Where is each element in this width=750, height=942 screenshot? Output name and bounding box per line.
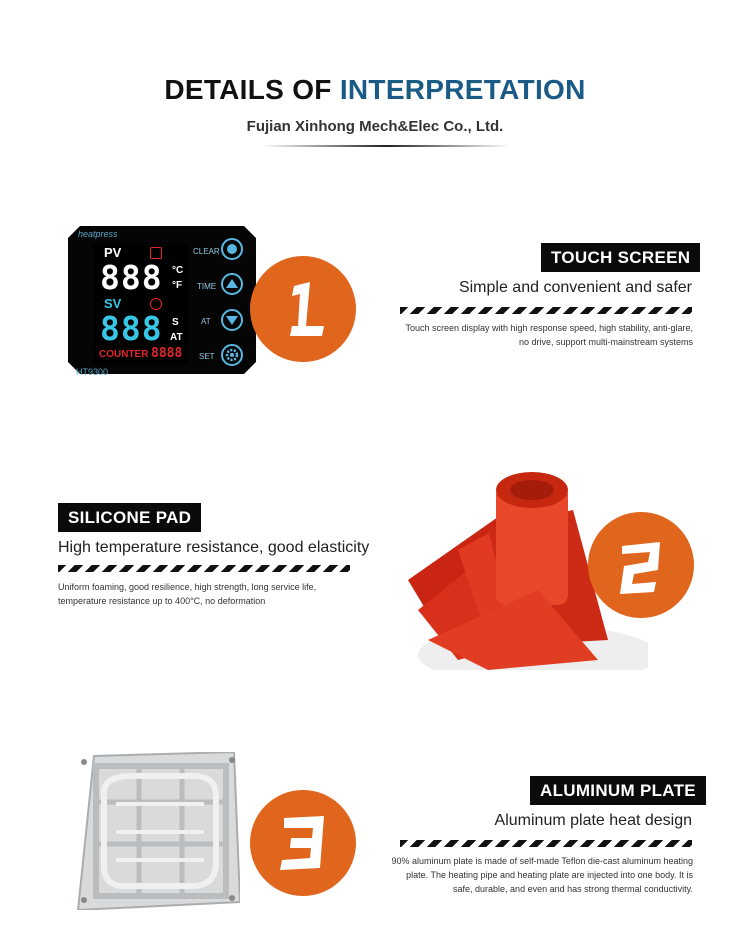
number-badge-1 (250, 256, 356, 362)
desc-line: 90% aluminum plate is made of self-made Teflon die-cast aluminum heating (391, 856, 693, 866)
triangle-up-icon (223, 275, 241, 293)
pv-digits: 888 (100, 258, 163, 297)
down-button (221, 309, 243, 331)
header-divider (262, 145, 510, 147)
stripe-divider-2 (58, 565, 350, 572)
digit-one-icon (250, 256, 356, 362)
time-label: TIME (197, 282, 217, 291)
set-label: SET (199, 352, 215, 361)
sv-digits: 888 (100, 309, 163, 348)
up-button (221, 273, 243, 295)
unit-f: °F (172, 280, 183, 291)
title-part-1: DETAILS OF (164, 74, 332, 105)
digit-two-icon (588, 512, 694, 618)
desc-line: Uniform foaming, good resilience, high strength, long service life, (58, 582, 317, 592)
set-button (221, 344, 243, 366)
stripe-divider-1 (400, 307, 692, 314)
clear-button (221, 238, 243, 260)
aluminum-plate-label: ALUMINUM PLATE (530, 776, 706, 805)
page-title (0, 74, 750, 106)
gear-icon (223, 346, 241, 364)
clear-label: CLEAR (193, 247, 220, 256)
counter-label: COUNTER (99, 349, 149, 360)
silicone-pad-subtitle: High temperature resistance, good elasticity (58, 539, 370, 556)
page-header (0, 74, 750, 135)
company-name: Fujian Xinhong Mech&Elec Co., Ltd. (246, 118, 504, 135)
aluminum-plate-image (74, 752, 240, 910)
number-badge-2 (588, 512, 694, 618)
desc-line: temperature resistance up to 400°C, no deformation (58, 596, 266, 606)
triangle-down-icon (223, 311, 241, 329)
panel-model: HT9300 (76, 367, 109, 377)
desc-line: safe, durable, and even and has strong thermal conductivity. (453, 884, 693, 894)
touch-screen-description (406, 321, 694, 349)
panel-brand: heatpress (78, 229, 118, 239)
aluminum-plate-description (392, 854, 694, 896)
aluminum-plate-subtitle: Aluminum plate heat design (494, 812, 692, 829)
silicone-pad-description (58, 580, 316, 608)
unit-s: S (172, 317, 179, 328)
number-badge-3 (250, 790, 356, 896)
desc-line: no drive, support multi-mainstream systems (518, 337, 693, 347)
touch-screen-subtitle: Simple and convenient and safer (458, 279, 692, 296)
title-part-2: INTERPRETATION (339, 74, 586, 105)
unit-c: °C (172, 265, 184, 276)
desc-line: plate. The heating pipe and heating plate are injected into one body. It is (406, 870, 693, 880)
counter-value: 8888 (151, 346, 183, 361)
circle-icon (223, 240, 241, 258)
unit-at: AT (170, 332, 183, 343)
pv-label: PV (104, 245, 122, 260)
at-label: AT (201, 317, 211, 326)
sv-label: SV (104, 296, 122, 311)
digit-three-icon (250, 790, 356, 896)
silicone-pad-label: SILICONE PAD (58, 503, 201, 532)
touch-screen-label: TOUCH SCREEN (541, 243, 700, 272)
desc-line: Touch screen display with high response speed, high stability, anti-glare, (405, 323, 693, 333)
stripe-divider-3 (400, 840, 692, 847)
